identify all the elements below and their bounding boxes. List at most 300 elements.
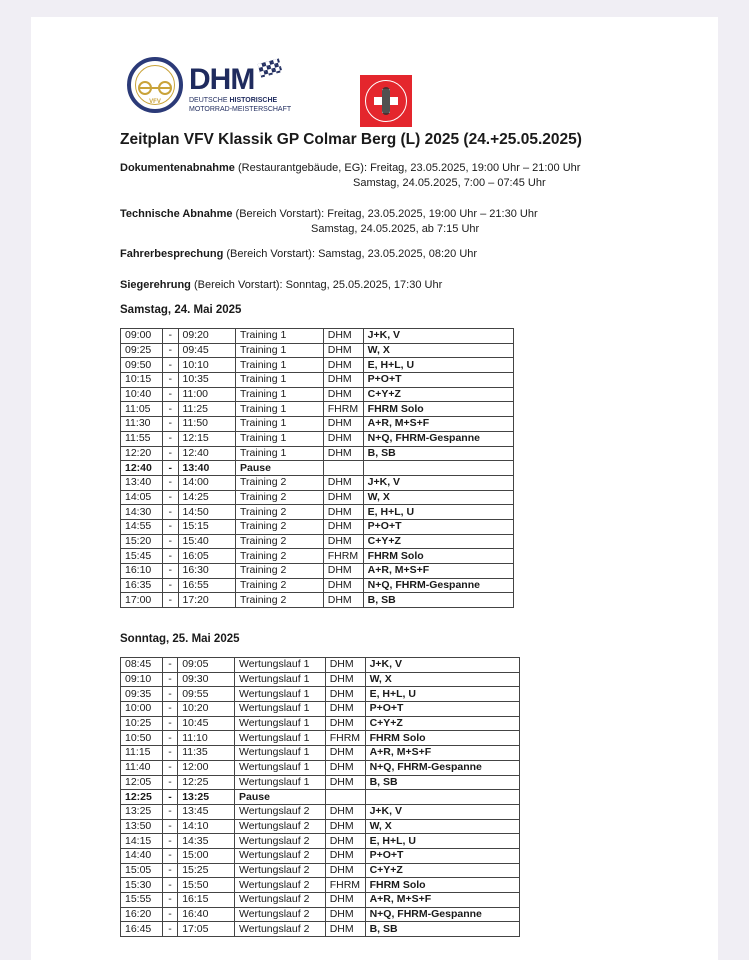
classes-cell: N+Q, FHRM-Gespanne: [365, 907, 519, 922]
activity-cell: Wertungslauf 1: [234, 687, 325, 702]
separator-cell: -: [163, 373, 179, 388]
page-title: Zeitplan VFV Klassik GP Colmar Berg (L) 2025 (24.+25.05.2025): [120, 131, 582, 148]
table-row: [121, 922, 520, 937]
table-row: [121, 593, 514, 608]
separator-cell: -: [162, 731, 177, 746]
activity-cell: Training 2: [236, 475, 324, 490]
separator-cell: -: [162, 790, 177, 805]
table-row: [121, 716, 520, 731]
series-cell: DHM: [323, 417, 363, 432]
activity-cell: Wertungslauf 1: [234, 746, 325, 761]
table-row: [121, 893, 520, 908]
end-time-cell: 15:25: [178, 863, 235, 878]
start-time-cell: 10:00: [121, 702, 163, 717]
classes-cell: C+Y+Z: [363, 534, 513, 549]
start-time-cell: 14:55: [121, 519, 163, 534]
start-time-cell: 12:20: [121, 446, 163, 461]
day-heading-saturday: Samstag, 24. Mai 2025: [120, 304, 242, 316]
start-time-cell: 14:15: [121, 834, 163, 849]
activity-cell: Wertungslauf 2: [234, 893, 325, 908]
separator-cell: -: [163, 358, 179, 373]
series-cell: DHM: [325, 907, 365, 922]
end-time-cell: 12:40: [178, 446, 236, 461]
start-time-cell: 15:45: [121, 549, 163, 564]
start-time-cell: 09:35: [121, 687, 163, 702]
separator-cell: -: [163, 343, 179, 358]
day-heading-sunday: Sonntag, 25. Mai 2025: [120, 633, 240, 645]
table-row: [121, 446, 514, 461]
end-time-cell: 15:40: [178, 534, 236, 549]
table-row: [121, 672, 520, 687]
classes-cell: C+Y+Z: [363, 387, 513, 402]
separator-cell: -: [162, 893, 177, 908]
table-row: [121, 329, 514, 344]
table-row: [121, 775, 520, 790]
start-time-cell: 17:00: [121, 593, 163, 608]
classes-cell: B, SB: [365, 775, 519, 790]
activity-cell: Training 2: [236, 534, 324, 549]
start-time-cell: 16:45: [121, 922, 163, 937]
activity-cell: Training 1: [236, 431, 324, 446]
classes-cell: A+R, M+S+F: [363, 564, 513, 579]
start-time-cell: 10:50: [121, 731, 163, 746]
series-cell: FHRM: [323, 549, 363, 564]
start-time-cell: 15:30: [121, 878, 163, 893]
separator-cell: -: [163, 593, 179, 608]
table-row: [121, 804, 520, 819]
table-row: [121, 534, 514, 549]
activity-cell: Wertungslauf 2: [234, 922, 325, 937]
end-time-cell: 10:10: [178, 358, 236, 373]
classes-cell: W, X: [363, 490, 513, 505]
table-row: [121, 519, 514, 534]
separator-cell: -: [163, 490, 179, 505]
table-row: [121, 505, 514, 520]
activity-cell: Training 1: [236, 358, 324, 373]
activity-cell: Training 2: [236, 549, 324, 564]
activity-cell: Pause: [234, 790, 325, 805]
classes-cell: FHRM Solo: [365, 731, 519, 746]
separator-cell: -: [162, 848, 177, 863]
classes-cell: C+Y+Z: [365, 863, 519, 878]
activity-cell: Wertungslauf 1: [234, 658, 325, 673]
end-time-cell: 11:10: [178, 731, 235, 746]
end-time-cell: 15:15: [178, 519, 236, 534]
series-cell: [325, 790, 365, 805]
dhm-logo-line1: [189, 97, 277, 104]
start-time-cell: 16:35: [121, 578, 163, 593]
classes-cell: E, H+L, U: [365, 834, 519, 849]
activity-cell: Training 1: [236, 446, 324, 461]
series-cell: DHM: [323, 564, 363, 579]
end-time-cell: 09:20: [178, 329, 236, 344]
table-row: [121, 658, 520, 673]
end-time-cell: 16:15: [178, 893, 235, 908]
classes-cell: J+K, V: [363, 475, 513, 490]
classes-cell: B, SB: [365, 922, 519, 937]
series-cell: DHM: [325, 760, 365, 775]
activity-cell: Training 1: [236, 402, 324, 417]
start-time-cell: 11:05: [121, 402, 163, 417]
separator-cell: -: [163, 329, 179, 344]
separator-cell: -: [162, 760, 177, 775]
info-label: Technische Abnahme: [120, 208, 233, 220]
table-row: [121, 863, 520, 878]
vfv-logo: [127, 57, 183, 113]
series-cell: [323, 461, 363, 476]
start-time-cell: 15:05: [121, 863, 163, 878]
classes-cell: P+O+T: [365, 702, 519, 717]
start-time-cell: 16:10: [121, 564, 163, 579]
start-time-cell: 11:40: [121, 760, 163, 775]
end-time-cell: 13:40: [178, 461, 236, 476]
info-label: Siegerehrung: [120, 279, 191, 291]
series-cell: DHM: [323, 446, 363, 461]
classes-cell: A+R, M+S+F: [365, 746, 519, 761]
series-cell: DHM: [325, 775, 365, 790]
info-label: Fahrerbesprechung: [120, 248, 224, 260]
info-dokumentenabnahme: [120, 161, 580, 191]
separator-cell: -: [162, 878, 177, 893]
start-time-cell: 16:20: [121, 907, 163, 922]
series-cell: DHM: [323, 505, 363, 520]
end-time-cell: 09:55: [178, 687, 235, 702]
info-technische-abnahme: [120, 207, 538, 237]
info-location: (Bereich Vorstart):: [190, 279, 286, 291]
table-row: [121, 907, 520, 922]
series-cell: DHM: [323, 519, 363, 534]
dhm-logo-line2: MOTORRAD-MEISTERSCHAFT: [189, 106, 292, 113]
series-cell: DHM: [325, 716, 365, 731]
separator-cell: -: [162, 775, 177, 790]
info-time: Freitag, 23.05.2025, 19:00 Uhr – 21:30 Uhr: [327, 208, 538, 220]
activity-cell: Wertungslauf 2: [234, 907, 325, 922]
classes-cell: N+Q, FHRM-Gespanne: [363, 578, 513, 593]
start-time-cell: 15:55: [121, 893, 163, 908]
activity-cell: Wertungslauf 1: [234, 702, 325, 717]
separator-cell: -: [162, 658, 177, 673]
series-cell: FHRM: [325, 878, 365, 893]
start-time-cell: 08:45: [121, 658, 163, 673]
classes-cell: FHRM Solo: [363, 549, 513, 564]
start-time-cell: 11:30: [121, 417, 163, 432]
series-cell: DHM: [325, 819, 365, 834]
table-row: [121, 834, 520, 849]
table-row: [121, 490, 514, 505]
info-time-2: Samstag, 24.05.2025, 7:00 – 07:45 Uhr: [353, 177, 546, 189]
end-time-cell: 13:45: [178, 804, 235, 819]
activity-cell: Wertungslauf 1: [234, 731, 325, 746]
separator-cell: -: [162, 804, 177, 819]
dhm-line1-bold: HISTORISCHE: [229, 97, 278, 104]
end-time-cell: 09:30: [178, 672, 235, 687]
start-time-cell: 13:50: [121, 819, 163, 834]
series-cell: DHM: [323, 387, 363, 402]
info-time: Sonntag, 25.05.2025, 17:30 Uhr: [285, 279, 443, 291]
table-row: [121, 431, 514, 446]
table-row: [121, 358, 514, 373]
series-cell: DHM: [323, 373, 363, 388]
end-time-cell: 16:05: [178, 549, 236, 564]
table-row: [121, 373, 514, 388]
table-row: [121, 549, 514, 564]
series-cell: DHM: [325, 863, 365, 878]
table-row-pause: [121, 790, 520, 805]
end-time-cell: 14:25: [178, 490, 236, 505]
end-time-cell: 13:25: [178, 790, 235, 805]
activity-cell: Training 2: [236, 519, 324, 534]
activity-cell: Training 1: [236, 417, 324, 432]
info-time-2: Samstag, 24.05.2025, ab 7:15 Uhr: [311, 223, 480, 235]
end-time-cell: 10:45: [178, 716, 235, 731]
separator-cell: -: [163, 387, 179, 402]
separator-cell: -: [162, 702, 177, 717]
series-cell: DHM: [325, 848, 365, 863]
classes-cell: E, H+L, U: [363, 358, 513, 373]
start-time-cell: 12:40: [121, 461, 163, 476]
schedule-table-sunday: [120, 657, 520, 937]
info-label: Dokumentenabnahme: [120, 162, 235, 174]
activity-cell: Wertungslauf 2: [234, 819, 325, 834]
end-time-cell: 14:00: [178, 475, 236, 490]
activity-cell: Wertungslauf 2: [234, 878, 325, 893]
info-location: (Bereich Vorstart):: [223, 248, 319, 260]
info-time: Freitag, 23.05.2025, 19:00 Uhr – 21:00 Uhr: [370, 162, 581, 174]
classes-cell: P+O+T: [363, 373, 513, 388]
separator-cell: -: [162, 819, 177, 834]
dhm-logo: [189, 63, 319, 119]
classes-cell: B, SB: [363, 446, 513, 461]
table-row: [121, 731, 520, 746]
activity-cell: Wertungslauf 2: [234, 848, 325, 863]
table-row: [121, 343, 514, 358]
separator-cell: -: [162, 746, 177, 761]
series-cell: DHM: [323, 329, 363, 344]
end-time-cell: 12:15: [178, 431, 236, 446]
separator-cell: -: [163, 564, 179, 579]
series-cell: DHM: [323, 431, 363, 446]
activity-cell: Training 2: [236, 578, 324, 593]
start-time-cell: 10:25: [121, 716, 163, 731]
activity-cell: Wertungslauf 1: [234, 775, 325, 790]
classes-cell: N+Q, FHRM-Gespanne: [365, 760, 519, 775]
table-row: [121, 387, 514, 402]
classes-cell: J+K, V: [363, 329, 513, 344]
end-time-cell: 16:30: [178, 564, 236, 579]
classes-cell: FHRM Solo: [365, 878, 519, 893]
start-time-cell: 09:00: [121, 329, 163, 344]
series-cell: DHM: [323, 490, 363, 505]
end-time-cell: 10:20: [178, 702, 235, 717]
activity-cell: Training 1: [236, 373, 324, 388]
series-cell: FHRM: [325, 731, 365, 746]
table-row: [121, 475, 514, 490]
activity-cell: Training 1: [236, 387, 324, 402]
series-cell: DHM: [325, 922, 365, 937]
activity-cell: Training 2: [236, 564, 324, 579]
series-cell: DHM: [325, 658, 365, 673]
separator-cell: -: [163, 446, 179, 461]
info-time: Samstag, 23.05.2025, 08:20 Uhr: [318, 248, 478, 260]
end-time-cell: 17:20: [178, 593, 236, 608]
end-time-cell: 09:45: [178, 343, 236, 358]
end-time-cell: 09:05: [178, 658, 235, 673]
activity-cell: Pause: [236, 461, 324, 476]
start-time-cell: 09:10: [121, 672, 163, 687]
series-cell: DHM: [325, 893, 365, 908]
separator-cell: -: [162, 834, 177, 849]
classes-cell: [363, 461, 513, 476]
separator-cell: -: [163, 417, 179, 432]
classes-cell: A+R, M+S+F: [363, 417, 513, 432]
activity-cell: Wertungslauf 2: [234, 863, 325, 878]
checkered-flag-icon: [258, 58, 283, 77]
series-cell: DHM: [325, 687, 365, 702]
activity-cell: Training 1: [236, 329, 324, 344]
table-row: [121, 702, 520, 717]
activity-cell: Training 2: [236, 593, 324, 608]
activity-cell: Training 2: [236, 490, 324, 505]
classes-cell: A+R, M+S+F: [365, 893, 519, 908]
start-time-cell: 09:25: [121, 343, 163, 358]
series-cell: DHM: [323, 534, 363, 549]
series-cell: DHM: [325, 746, 365, 761]
separator-cell: -: [162, 907, 177, 922]
separator-cell: -: [163, 578, 179, 593]
fhrm-logo: [360, 75, 412, 127]
bicycle-icon: [140, 75, 170, 89]
end-time-cell: 11:50: [178, 417, 236, 432]
end-time-cell: 17:05: [178, 922, 235, 937]
classes-cell: J+K, V: [365, 658, 519, 673]
separator-cell: -: [163, 431, 179, 446]
series-cell: DHM: [325, 672, 365, 687]
info-siegerehrung: [120, 278, 442, 293]
start-time-cell: 11:15: [121, 746, 163, 761]
info-fahrerbesprechung: [120, 247, 477, 262]
separator-cell: -: [163, 534, 179, 549]
series-cell: DHM: [323, 593, 363, 608]
classes-cell: C+Y+Z: [365, 716, 519, 731]
end-time-cell: 15:50: [178, 878, 235, 893]
start-time-cell: 09:50: [121, 358, 163, 373]
series-cell: FHRM: [323, 402, 363, 417]
table-row: [121, 746, 520, 761]
start-time-cell: 11:55: [121, 431, 163, 446]
start-time-cell: 14:30: [121, 505, 163, 520]
table-row: [121, 564, 514, 579]
series-cell: DHM: [323, 358, 363, 373]
separator-cell: -: [162, 863, 177, 878]
vfv-logo-text: VFV: [149, 99, 161, 105]
classes-cell: P+O+T: [363, 519, 513, 534]
table-row-pause: [121, 461, 514, 476]
classes-cell: B, SB: [363, 593, 513, 608]
series-cell: DHM: [325, 702, 365, 717]
end-time-cell: 11:00: [178, 387, 236, 402]
dhm-logo-text: DHM: [189, 63, 255, 96]
separator-cell: -: [163, 475, 179, 490]
activity-cell: Training 2: [236, 505, 324, 520]
start-time-cell: 14:40: [121, 848, 163, 863]
activity-cell: Wertungslauf 2: [234, 804, 325, 819]
end-time-cell: 12:25: [178, 775, 235, 790]
table-row: [121, 819, 520, 834]
activity-cell: Wertungslauf 1: [234, 716, 325, 731]
end-time-cell: 10:35: [178, 373, 236, 388]
motorcycle-rider-icon: [382, 87, 390, 115]
classes-cell: J+K, V: [365, 804, 519, 819]
start-time-cell: 12:25: [121, 790, 163, 805]
start-time-cell: 13:40: [121, 475, 163, 490]
classes-cell: [365, 790, 519, 805]
table-row: [121, 687, 520, 702]
separator-cell: -: [163, 519, 179, 534]
separator-cell: -: [163, 461, 179, 476]
start-time-cell: 15:20: [121, 534, 163, 549]
end-time-cell: 11:35: [178, 746, 235, 761]
activity-cell: Wertungslauf 2: [234, 834, 325, 849]
start-time-cell: 14:05: [121, 490, 163, 505]
separator-cell: -: [162, 716, 177, 731]
separator-cell: -: [162, 922, 177, 937]
separator-cell: -: [162, 672, 177, 687]
info-location: (Bereich Vorstart):: [232, 208, 328, 220]
classes-cell: FHRM Solo: [363, 402, 513, 417]
start-time-cell: 10:40: [121, 387, 163, 402]
activity-cell: Training 1: [236, 343, 324, 358]
separator-cell: -: [162, 687, 177, 702]
separator-cell: -: [163, 505, 179, 520]
end-time-cell: 16:55: [178, 578, 236, 593]
start-time-cell: 12:05: [121, 775, 163, 790]
end-time-cell: 14:35: [178, 834, 235, 849]
series-cell: DHM: [325, 834, 365, 849]
classes-cell: W, X: [365, 819, 519, 834]
start-time-cell: 10:15: [121, 373, 163, 388]
end-time-cell: 14:50: [178, 505, 236, 520]
table-row: [121, 417, 514, 432]
table-row: [121, 402, 514, 417]
info-location: (Restaurantgebäude, EG):: [234, 162, 371, 174]
start-time-cell: 13:25: [121, 804, 163, 819]
table-row: [121, 578, 514, 593]
classes-cell: P+O+T: [365, 848, 519, 863]
separator-cell: -: [163, 549, 179, 564]
activity-cell: Wertungslauf 1: [234, 672, 325, 687]
end-time-cell: 12:00: [178, 760, 235, 775]
classes-cell: N+Q, FHRM-Gespanne: [363, 431, 513, 446]
series-cell: DHM: [323, 578, 363, 593]
end-time-cell: 14:10: [178, 819, 235, 834]
activity-cell: Wertungslauf 1: [234, 760, 325, 775]
table-row: [121, 848, 520, 863]
table-row: [121, 760, 520, 775]
end-time-cell: 11:25: [178, 402, 236, 417]
classes-cell: W, X: [363, 343, 513, 358]
end-time-cell: 16:40: [178, 907, 235, 922]
separator-cell: -: [163, 402, 179, 417]
end-time-cell: 15:00: [178, 848, 235, 863]
classes-cell: W, X: [365, 672, 519, 687]
classes-cell: E, H+L, U: [365, 687, 519, 702]
series-cell: DHM: [323, 475, 363, 490]
series-cell: DHM: [325, 804, 365, 819]
table-row: [121, 878, 520, 893]
dhm-line1-normal: DEUTSCHE: [189, 97, 230, 104]
classes-cell: E, H+L, U: [363, 505, 513, 520]
schedule-table-saturday: [120, 328, 514, 608]
